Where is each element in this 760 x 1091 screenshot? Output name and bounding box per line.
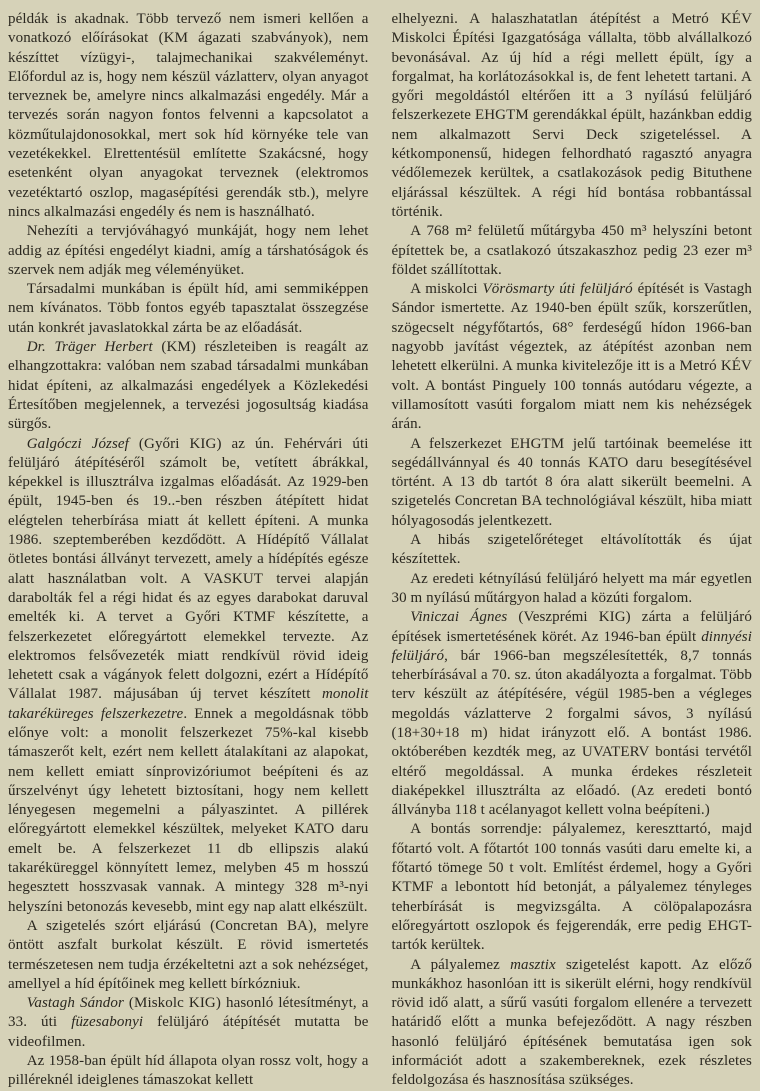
text-run: A miskolci xyxy=(410,281,483,298)
paragraph xyxy=(392,570,753,609)
paragraph xyxy=(392,531,753,570)
text-run: Az eredeti kétnyílású felüljáró helyett ma már egyetlen 30 m nyílású műtárgyon halad a közúti forgalom. xyxy=(391,570,752,606)
italic-text-run: monolit takaréküreges felszerkezetre xyxy=(8,686,369,722)
italic-text-run: Vastagh Sándor xyxy=(26,995,124,1012)
paragraph xyxy=(392,280,753,434)
paragraph xyxy=(392,956,753,1091)
paragraph xyxy=(392,222,753,280)
paragraph xyxy=(8,10,369,222)
italic-text-run: Dr. Träger Herbert xyxy=(26,339,153,356)
text-run: A felszerkezet EHGTM jelű tartóinak beemelése itt segédállvánnyal és 40 tonnás KATO daru besegítésével történt. A 13 db tartót 8 óra alatt sikerült beemelni. A szigetelés Concretan BA technológiával készült, hiba miatt hólyagosodás jelentkezett. xyxy=(391,435,752,529)
text-run: A szigetelés szórt eljárású (Concretan BA), melyre öntött aszfalt burkolat készült. E rövid ismertetés természetesen nem tudja érzékeltetni azt a sok nehézséget, amellyel a híd építőinek meg kellett bírkózniuk. xyxy=(8,917,369,992)
text-run: , bár 1966-ban megszélesítették, 8,7 tonnás teherbírásával a 70. sz. úton akadályozta a forgalmat. Több terv készült az átépítésére, végül 1985-ben a végleges megoldás vázlatterve 2 forgalmi sávos, 3 nyílású (18+30+18 m) hidat irányzott elő. A bontást 1986. októberében kezdték meg, az UVATERV bontási tervétől eltérő megoldással. A munka érdekes részleteit diaképekkel illusztrálta az előadó. (Az eredeti bontó állványba 118 t acélanyagot kellett volna beépíteni.) xyxy=(391,647,752,819)
paragraph xyxy=(392,10,753,222)
text-run: A 768 m² felületű műtárgyba 450 m³ helyszíni betont építettek be, a csatlakozó útszakaszhoz pedig 23 ezer m³ földet szállítottak. xyxy=(391,223,752,278)
italic-text-run: füzesabonyi xyxy=(71,1014,144,1031)
paragraph xyxy=(8,1052,369,1091)
text-run: (KM) részleteiben is reagált az elhangzottakra: valóban nem szabad társadalmi munkában hidat építeni, az alkalmazási engedélyek a Közlekedési Értesítőben megjelennek, a tervezési jogosultság kiadása sürgős. xyxy=(8,339,369,433)
italic-text-run: Galgóczi József xyxy=(26,435,129,452)
italic-text-run: Viniczai Ágnes xyxy=(410,609,508,626)
text-run: példák is akadnak. Több tervező nem ismeri kellően a vonatkozó előírásokat (KM ágazati szabványok), nem készíttet vízügyi-, talajmechanikai szakvéleményt. Előfordul az is, hogy nem készül vázlatterv, olyan anyagot terveznek be, amelyre nincs alkalmazási engedély. Már a tervezés során nagyon fontos felvenni a kapcsolatot a közműtulajdonosokkal, mert sok híd környéke tele van vezetékekkel. Elrettentésül említette Szakácsné, hogy esetenként olyan anyagokat terveznek (elektromos vezetéktartó oszlop, magasépítési gerendák stb.), melyre nincs alkalmazási engedély és nem is használható. xyxy=(8,11,369,220)
text-run: A bontás sorrendje: pályalemez, kereszttartó, majd főtartó volt. A főtartót 100 tonnás vasúti daru emelte ki, a főtartó tömege 50 t volt. Említést érdemel, hogy a Győri KTMF a lebontott híd betonját, a pályalemez tényleges teherbírását is megvizsgálta. A cölöpalapozásra előregyártott oszlopok és fejgerendák, erre pedig EHGT-tartók kerültek. xyxy=(391,821,752,954)
text-run: . Ennek a megoldásnak több előnye volt: a monolit felszerkezet 75%-kal kisebb támaszerőt kelt, ezért nem kellett átalakítani az alapokat, nem kellett emiatt sínprovizóriumot beépíteni és az űrszelvényt úgy lehetett biztosítani, hogy nem kellett lényegesen megemelni a pályaszintet. A pillérek előregyártott elemekkel készültek, melyeket KATO daru emelt be. A felszerkezet 11 db ellipszis alakú takaréküreggel könnyített lemez, melyben 45 m hosszú hegesztett hosszvasak vannak. A mintegy 328 m³-nyi helyszíni betonozás kevesebb, mint egy nap alatt elkészült. xyxy=(8,705,369,915)
paragraph xyxy=(8,280,369,338)
paragraph xyxy=(8,917,369,994)
text-run: A pályalemez xyxy=(410,956,511,973)
paragraph xyxy=(8,222,369,280)
text-run: (Miskolc KIG) hasonló létesítményt, a 33. úti xyxy=(8,995,369,1031)
text-run: szigetelést kapott. Az előző munkákhoz hasonlóan itt is sikerült elérni, hogy rendkívül rövid idő alatt, a sűrű vasúti forgalom ellenére a tervezett határidő előtt a munka befejeződött. A nagy részben hasonló felüljáró építésének bemutatása igen sok információt adott a szakembereknek, ezek részletes feldolgozása és hasznosítása szükséges. xyxy=(391,956,752,1089)
text-column-right xyxy=(391,10,753,1089)
text-run: (Veszprémi KIG) zárta a felüljáró építések ismertetésének körét. Az 1946-ban épült xyxy=(391,609,753,645)
italic-text-run: Vörösmarty úti felüljáró xyxy=(482,281,633,298)
paragraph xyxy=(8,435,369,917)
paragraph xyxy=(8,338,369,434)
text-run: (Győri KIG) az ún. Fehérvári úti felüljáró átépítéséről számolt be, vetített ábrákkal, képekkel is illusztrálva izgalmas előadását. Az 1929-ben épült, 1945-ben és 19..-ben részben átépített hidat elégtelen teherbírása miatt át kellett építeni. A munka 1986. szeptemberében kezdődött. A Hídépítő Vállalat ötletes bontási állványt tervezett, amely a hídépítés egésze alatt használatban volt. A VASKUT tervei alapján darabolták fel a régi hidat és az egyes darabokat daruval emelték ki. A tervet a Győri KTMF készítette, a felszerkezetet előregyártott elemekkel tervezte. Az elektromos felsővezeték miatt rendkívül rövid ideig lehetett csak a vágányok felett dolgozni, ezért a Hídépítő Vállalat 1987. májusában új tervet készített xyxy=(8,435,369,703)
paragraph xyxy=(392,608,753,820)
paragraph xyxy=(392,435,753,531)
text-run: építését is Vastagh Sándor ismertette. Az 1940-ben épült szűk, korszerűtlen, szögecselt négyfőtartós, 68° ferdeségű hídon 1966-ban nagyobb javítást végeztek, az átépítést azonban nem lehetett elkerülni. A munka kivitelezője itt is a Metró KÉV volt. A bontást Pinguely 100 tonnás autódaru végezte, a villamosított vasúti forgalom miatt nem kis nehézségek árán. xyxy=(391,281,752,433)
paragraph xyxy=(392,820,753,955)
paragraph xyxy=(8,994,369,1052)
italic-text-run: masztix xyxy=(510,956,556,973)
text-run: A hibás szigetelőréteget eltávolították és újat készítettek. xyxy=(391,532,752,568)
text-run: felüljáró átépítését mutatta be videofilmen. xyxy=(8,1014,369,1050)
text-run: elhelyezni. A halaszhatatlan átépítést a Metró KÉV Miskolci Építési Igazgatósága vállalta, több alvállalkozó bevonásával. Az új híd a régi mellett épült, így a forgalmat, ha korlátozásokkal is, de fent lehetett tartani. A győri megoldástól eltérően itt a 3 nyílású felüljáró felszerkezete EHGTM gerendákkal épült, hazánkban eddig nem alkalmazott Servi Deck szigeteléssel. A kétkomponensű, hidegen felhordható ragasztó anyagra védőlemezek kerültek, a csatlakozások pedig Bituthene eljárással készültek. A régi híd bontása robbantással történik. xyxy=(391,11,752,220)
text-column-left xyxy=(8,10,369,1089)
text-run: Társadalmi munkában is épült híd, ami semmiképpen nem kívánatos. Több fontos egyéb tapasztalat összegzése után konkrét javaslatokkal zárta be az előadását. xyxy=(8,281,369,336)
text-run: Az 1958-ban épült híd állapota olyan rossz volt, hogy a pilléreknél ideiglenes támaszokat kellett xyxy=(8,1053,369,1089)
text-run: Nehezíti a tervjóváhagyó munkáját, hogy nem lehet addig az építési engedélyt kiadni, amíg a társhatóságok és szervek nem adják meg véleményüket. xyxy=(8,223,369,278)
italic-text-run: dinnyési felüljáró xyxy=(391,628,752,664)
